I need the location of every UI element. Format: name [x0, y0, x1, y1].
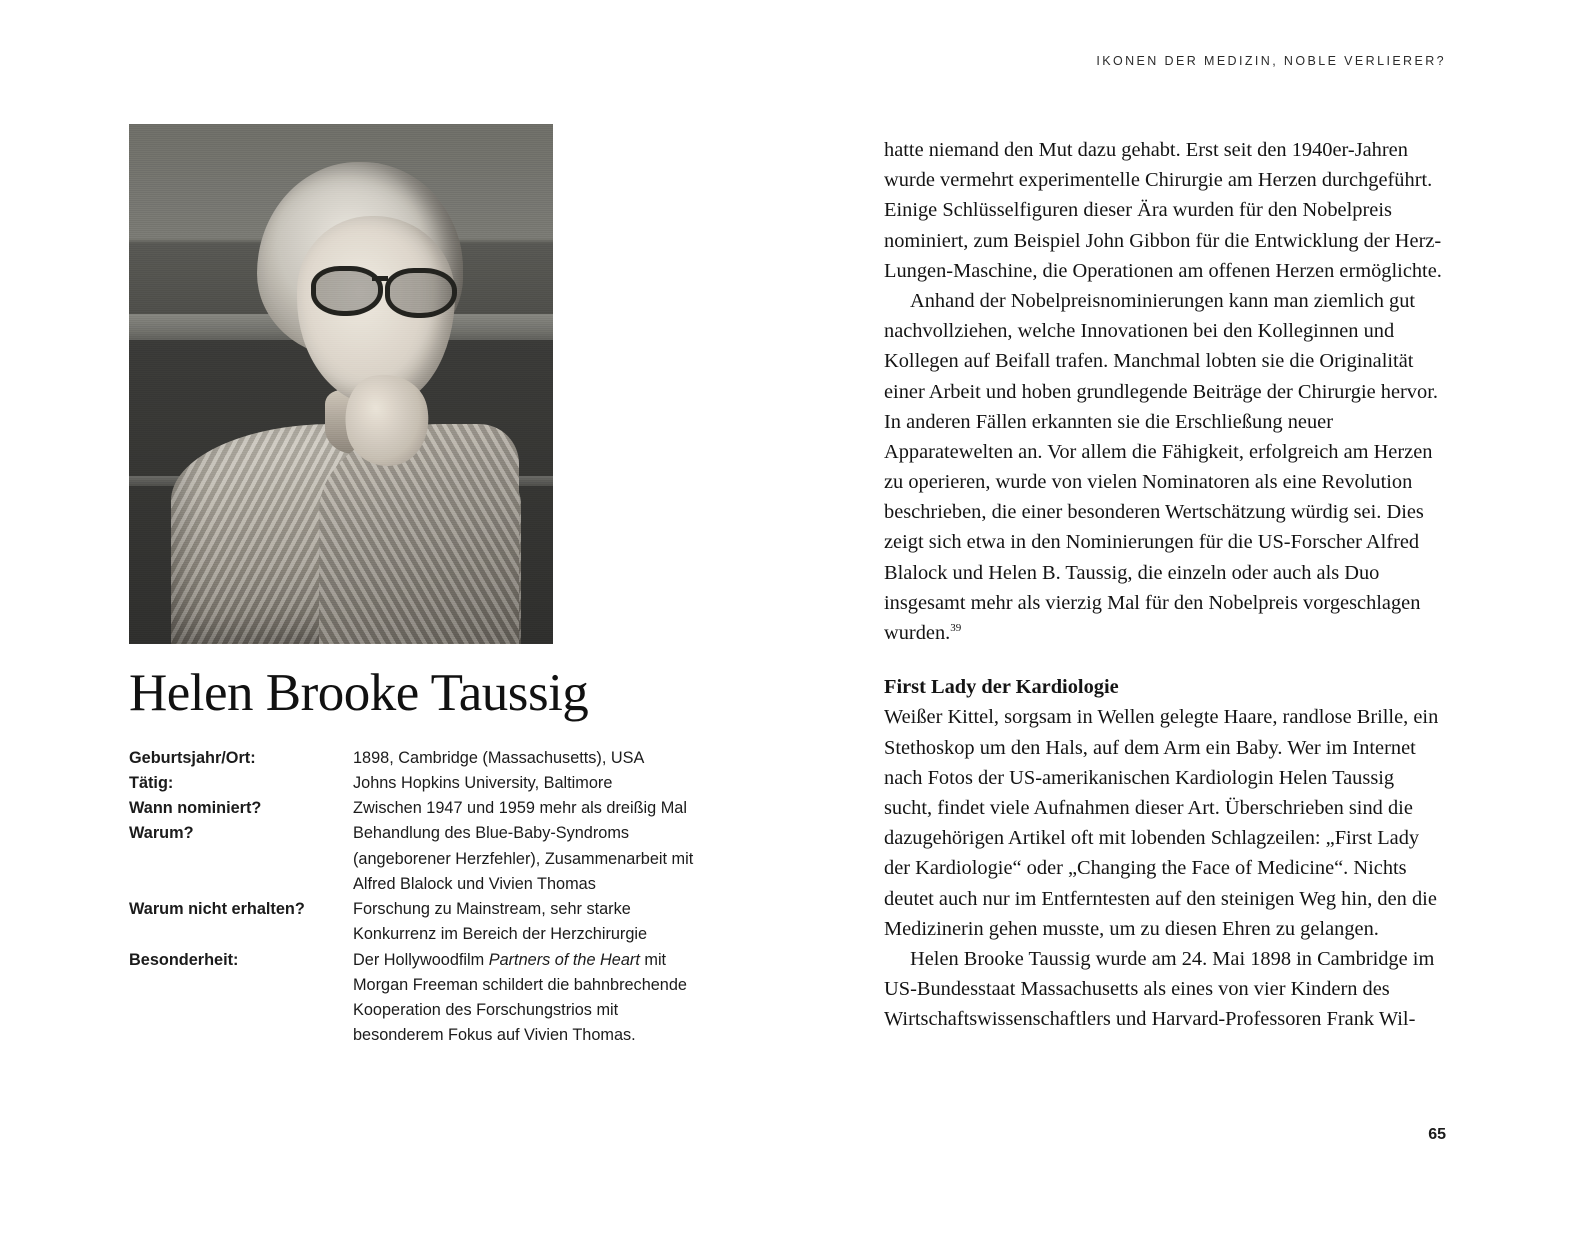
fact-row — [129, 948, 699, 1049]
portrait-photo — [129, 124, 553, 644]
right-column — [884, 135, 1446, 1034]
fact-value: Forschung zu Mainstream, sehr starke Konkurrenz im Bereich der Herzchirurgie — [353, 900, 648, 944]
fact-row — [129, 796, 699, 821]
photo-grain-overlay — [129, 124, 553, 644]
fact-row — [129, 897, 699, 948]
person-name: Helen Brooke Taussig — [129, 664, 589, 722]
left-column — [129, 124, 699, 1049]
fact-value-post: mit Morgan Freeman schildert die bahnbrechende Kooperation des Forschungstrios mit besonderem Fokus auf Vivien Thomas. — [353, 950, 687, 1045]
fact-value-pre: Der Hollywoodfilm — [353, 950, 489, 969]
body-paragraph-2 — [884, 286, 1446, 648]
fact-value: Johns Hopkins University, Baltimore — [353, 773, 613, 792]
fact-label: Tätig: — [129, 773, 174, 792]
body-paragraph-3: Weißer Kittel, sorgsam in Wellen gelegte Haare, randlose Brille, ein Stethoskop um den Hals, auf dem Arm ein Baby. Wer im Internet nach Fotos der US-amerikanischen Kardiologin Helen Taussig sucht, findet viele Aufnahmen dieser Art. Überschrieben sind die dazugehörigen Artikel oft mit lobenden Schlagzeilen: „First Lady der Kardiologie“ oder „Changing the Face of Medicine“. Nichts deutet auch nur im Entferntesten auf den steinigen Weg hin, den die Medizinerin gehen musste, um zu diesen Ehren zu gelangen. — [884, 706, 1439, 940]
body-paragraph-4: Helen Brooke Taussig wurde am 24. Mai 1898 in Cambridge im US-Bundesstaat Massachusetts als eines von vier Kindern des Wirtschaftswissenschaftlers und Harvard-Professoren Frank Wil- — [884, 947, 1435, 1031]
fact-label: Warum? — [129, 824, 194, 843]
fact-value: Zwischen 1947 und 1959 mehr als dreißig Mal — [353, 799, 687, 818]
page-number: 65 — [1428, 1126, 1446, 1143]
fact-label: Wann nominiert? — [129, 799, 262, 818]
fact-value: 1898, Cambridge (Massachusetts), USA — [353, 748, 645, 767]
fact-value: Behandlung des Blue-Baby-Syndroms (angeborener Herzfehler), Zusammenarbeit mit Alfred Blalock und Vivien Thomas — [353, 824, 694, 893]
footnote-marker: 39 — [950, 622, 962, 635]
section-heading: First Lady der Kardiologie — [884, 676, 1119, 699]
fact-label: Besonderheit: — [129, 950, 239, 969]
fact-row — [129, 821, 699, 897]
fact-list — [129, 746, 699, 1049]
fact-value-title: Partners of the Heart — [488, 950, 640, 969]
fact-row — [129, 771, 699, 796]
fact-label: Warum nicht erhalten? — [129, 900, 305, 919]
body-paragraph-2-text: Anhand der Nobelpreisnominierungen kann man ziemlich gut nachvollziehen, welche Innovationen bei den Kolleginnen und Kollegen auf Beifall trafen. Manchmal lobten sie die Originalität einer Arbeit und hoben grundlegende Beiträge der Chirurgie hervor. In anderen Fällen erkannten sie die Erschließung neuer Apparatewelten an. Vor allem die Fähigkeit, erfolgreich am Herzen zu operieren, wurde von vielen Nominatoren als eine Revolution beschrieben, die einer besonderen Wertschätzung würdig sei. Dies zeigt sich etwa in den Nominierungen für die US-Forscher Alfred Blalock und Helen B. Taussig, die einzeln oder auch als Duo insgesamt mehr als vierzig Mal für den Nobelpreis vorgeschlagen wurden. — [884, 289, 1438, 644]
fact-label: Geburtsjahr/Ort: — [129, 748, 256, 767]
body-paragraph-1: hatte niemand den Mut dazu gehabt. Erst seit den 1940er-Jahren wurde vermehrt experimentelle Chirurgie am Herzen durchgeführt. Einige Schlüsselfiguren dieser Ära wurden für den Nobelpreis nominiert, zum Beispiel John Gibbon für die Entwicklung der Herz-Lungen-Maschine, die Operationen am offenen Herzen ermöglichte. — [884, 139, 1442, 282]
fact-row — [129, 746, 699, 771]
fact-value — [353, 948, 699, 1049]
running-head: IKONEN DER MEDIZIN, NOBLE VERLIERER? — [1096, 54, 1446, 68]
